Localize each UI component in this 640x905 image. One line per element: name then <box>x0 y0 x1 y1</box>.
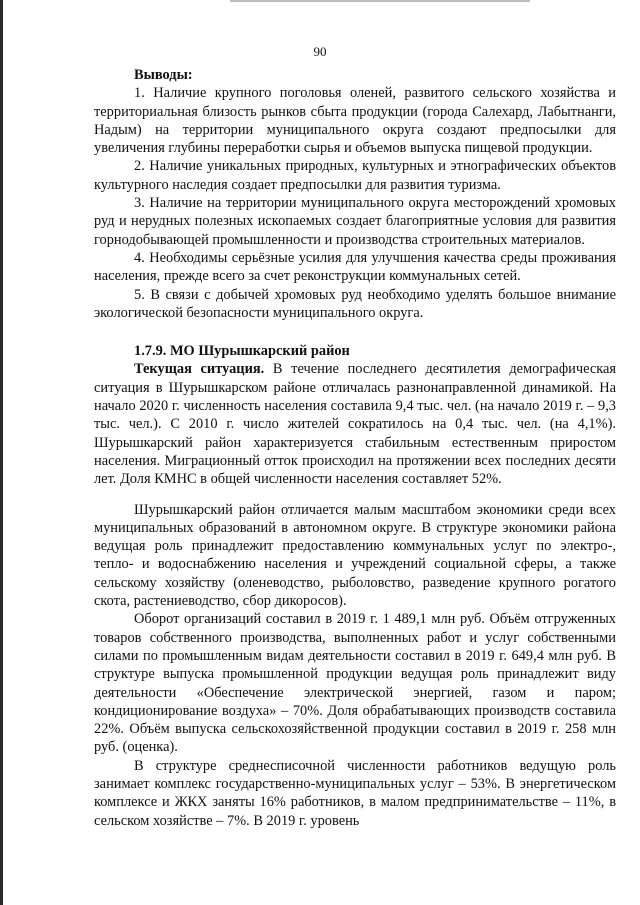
paragraph-gap <box>94 489 616 501</box>
employment-paragraph: В структуре среднесписочной численности работников ведущую роль занимает комплекс государственно-муниципальных услуг – 53%. В энергетическом комплексе и ЖКХ заняты 16% работников, в малом предпринимательстве – 11%, в сельском хозяйстве – 7%. В 2019 г. уровень <box>94 757 616 829</box>
section-heading: 1.7.9. МО Шурышкарский район <box>134 343 350 360</box>
page-number: 90 <box>313 44 327 59</box>
conclusion-item-4: 4. Необходимы серьёзные усилия для улучшения качества среды проживания населения, прежде всего за счет реконструкции коммунальных сетей. <box>94 249 616 285</box>
conclusion-item-2: 2. Наличие уникальных природных, культурных и этнографических объектов культурного наследия создает предпосылки для развития туризма. <box>94 158 616 193</box>
conclusions-heading: Выводы: <box>134 67 193 83</box>
scan-left-edge <box>0 0 3 905</box>
conclusion-item-1: 1. Наличие крупного поголовья оленей, развитого сельского хозяйства и территориальная близость рынков сбыта продукции (города Салехард, Лабытнанги, Надым) на территории муниципального округа создают предпосылки для увеличения глубины переработки сырья и объемов выпуска пищевой продукции. <box>94 85 616 157</box>
current-situation-label: Текущая ситуация. <box>134 361 265 378</box>
conclusion-item-5: 5. В связи с добычей хромовых руд необходимо уделять большое внимание экологической безопасности муниципального округа. <box>94 286 616 321</box>
turnover-paragraph: Оборот организаций составил в 2019 г. 1 489,1 млн руб. Объём отгруженных товаров собственного производства, выполненных работ и услуг собственными силами по промышленным видам деятельности составил в 2019 г. 649,4 млн руб. В структуре выпуска промышленной продукции ведущая роль принадлежит виду деятельности «Обеспечение электрической энергией, газом и паром; кондиционирование воздуха» – 70%. Доля обрабатывающих производств составила 22%. Объём выпуска сельскохозяйственной продукции составил в 2019 г. 258 млн руб. (оценка). <box>94 611 616 756</box>
current-situation-text: В течение последнего десятилетия демографическая ситуация в Шурышкарском районе отличалась разнонаправленной динамикой. На начало 2020 г. численность населения составила 9,4 тыс. чел. (на начало 2019 г. – 9,3 тыс. чел.). С 2010 г. число жителей сократилось на 0,4 тыс. чел. (на 4,1%). Шурышкарский район характеризуется стабильным естественным приростом населения. Миграционный отток происходил на протяжении всех последних десяти лет. Доля КМНС в общей численности населения составляет 52%. <box>94 361 616 488</box>
current-situation-paragraph <box>94 360 616 488</box>
economy-paragraph: Шурышкарский район отличается малым масштабом экономики среди всех муниципальных образований в автономном округе. В структуре экономики района ведущая роль принадлежит предоставлению коммунальных услуг по электро-, тепло- и водоснабжению населения и учреждений социальной сферы, а также сельскому хозяйству (оленеводство, рыболовство, разведение крупного рогатого скота, растениеводство, сбор дикоросов). <box>94 501 616 610</box>
page-content <box>94 66 616 830</box>
scan-top-edge <box>230 0 530 2</box>
conclusion-item-3: 3. Наличие на территории муниципального округа месторождений хромовых руд и нерудных полезных ископаемых создает благоприятные условия для развития горнодобывающей промышленности и производства строительных материалов. <box>94 195 616 248</box>
